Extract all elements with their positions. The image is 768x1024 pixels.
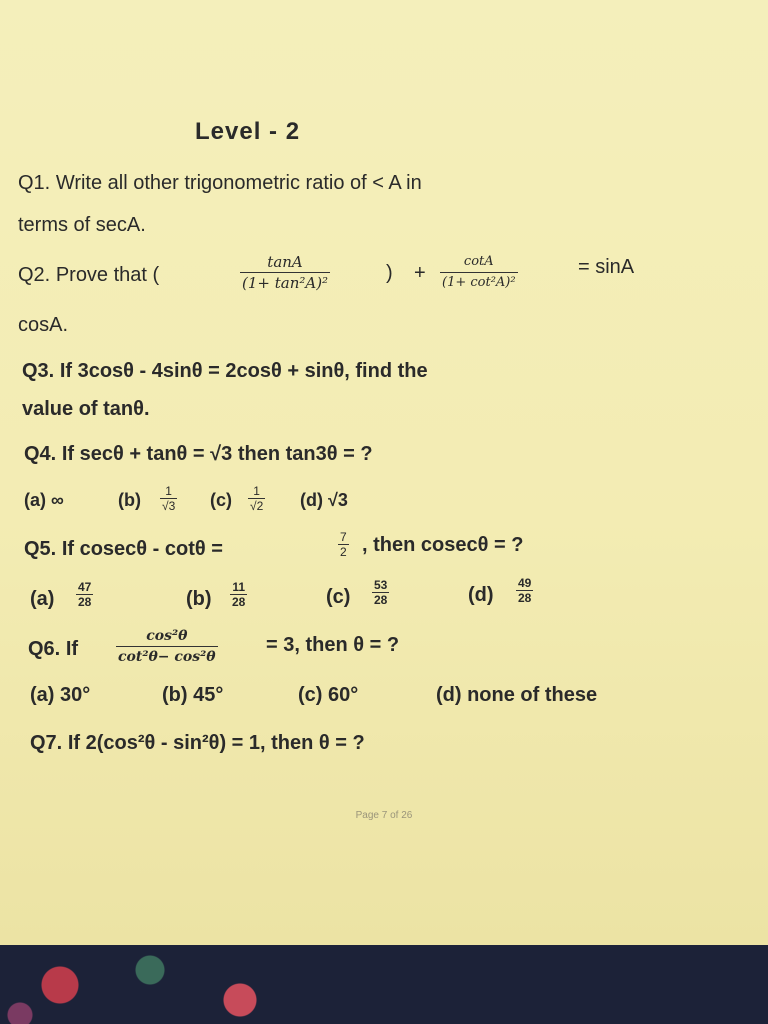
q6-text: If bbox=[65, 638, 79, 660]
q6-option-a: (a) 30° bbox=[30, 684, 91, 706]
q4-option-c-fraction bbox=[248, 484, 265, 513]
q4-text: If secθ + tanθ = √3 then tan3θ = ? bbox=[61, 443, 373, 465]
q2-close-paren: ) bbox=[386, 262, 393, 284]
q6-option-b: (b) 45° bbox=[162, 684, 224, 706]
q4-option-a: (a) ∞ bbox=[24, 490, 64, 510]
q2-frac2-denominator: (1+ cot²A)² bbox=[440, 272, 518, 293]
q5-option-c-label: (c) bbox=[326, 586, 351, 608]
q2-label: Q2. bbox=[18, 264, 51, 286]
q2-frac2-numerator: cotA bbox=[463, 254, 494, 269]
q6-text2: = 3, then θ = ? bbox=[266, 634, 400, 656]
q4-option-c-denominator: √2 bbox=[250, 499, 264, 513]
q4-option-b-label: (b) bbox=[118, 490, 141, 510]
q5-option-a-numerator: 47 bbox=[78, 580, 92, 594]
q2-rhs: = sinA bbox=[578, 256, 635, 278]
q5-option-c-denominator: 28 bbox=[374, 593, 388, 607]
background-fabric bbox=[0, 945, 768, 1024]
q5-option-d-fraction bbox=[516, 576, 533, 605]
q5-line1 bbox=[24, 538, 223, 561]
q6-label: Q6. bbox=[28, 638, 61, 660]
page-number: Page 7 of 26 bbox=[355, 810, 413, 821]
q2-line1 bbox=[18, 264, 159, 287]
q6-option-d: (d) none of these bbox=[436, 684, 598, 706]
q7-label: Q7. bbox=[30, 732, 63, 754]
q5-frac-denominator: 2 bbox=[340, 545, 347, 559]
q7-text: If 2(cos²θ - sin²θ) = 1, then θ = ? bbox=[67, 732, 365, 754]
q5-option-a-denominator: 28 bbox=[78, 595, 92, 609]
q5-option-d-denominator: 28 bbox=[518, 591, 532, 605]
q5-option-c-numerator: 53 bbox=[374, 578, 388, 592]
q5-option-d-label: (d) bbox=[468, 584, 494, 606]
q4-option-b-denominator: √3 bbox=[162, 499, 176, 513]
q2-plus: + bbox=[414, 262, 426, 284]
q2-frac1-denominator: (1+ tan²A)² bbox=[242, 274, 329, 292]
q6-frac-numerator: cos²θ bbox=[146, 628, 188, 644]
q4-option-b-numerator: 1 bbox=[165, 484, 172, 498]
q5-text2: , then cosecθ = ? bbox=[362, 534, 524, 556]
q3-text: If 3cosθ - 4sinθ = 2cosθ + sinθ, find the bbox=[59, 360, 428, 382]
q5-option-b-fraction bbox=[230, 580, 247, 609]
q3-label: Q3. bbox=[22, 360, 55, 382]
q5-option-c-fraction bbox=[372, 578, 389, 607]
q1-label: Q1. bbox=[18, 172, 51, 194]
q4-option-b-fraction bbox=[160, 484, 177, 513]
q4-label: Q4. bbox=[24, 443, 57, 465]
page-title: Level - 2 bbox=[195, 118, 301, 145]
q2-text: Prove that ( bbox=[55, 264, 160, 286]
q6-line1 bbox=[28, 638, 78, 661]
q2-frac1-numerator: tanA bbox=[267, 253, 303, 271]
q2-fraction-1 bbox=[240, 252, 330, 293]
q4-option-c-label: (c) bbox=[210, 490, 232, 510]
q5-label: Q5. bbox=[24, 538, 57, 560]
q4-option-d: (d) √3 bbox=[300, 490, 348, 510]
q6-frac-denominator: cot²θ− cos²θ bbox=[116, 646, 218, 667]
q4-line1 bbox=[24, 443, 373, 466]
q5-option-b-numerator: 11 bbox=[232, 580, 246, 594]
q3-line1 bbox=[22, 360, 428, 383]
q3-line2: value of tanθ. bbox=[22, 398, 150, 420]
q5-option-b-denominator: 28 bbox=[232, 595, 246, 609]
q2-fraction-2 bbox=[440, 252, 518, 293]
q4-option-c-numerator: 1 bbox=[253, 484, 260, 498]
q5-text: If cosecθ - cotθ = bbox=[61, 538, 223, 560]
q5-option-a-label: (a) bbox=[30, 588, 55, 610]
q1-line2: terms of secA. bbox=[18, 214, 146, 236]
q2-line2: cosA. bbox=[18, 314, 69, 336]
q5-option-d-numerator: 49 bbox=[518, 576, 532, 590]
q7-line1 bbox=[30, 732, 365, 755]
q6-fraction bbox=[116, 626, 218, 667]
q1-text: Write all other trigonometric ratio of < A in bbox=[55, 172, 422, 194]
q6-option-c: (c) 60° bbox=[298, 684, 359, 706]
q1-line1 bbox=[18, 172, 422, 195]
q5-option-b-label: (b) bbox=[186, 588, 212, 610]
q5-fraction bbox=[338, 530, 349, 559]
q5-frac-numerator: 7 bbox=[340, 530, 347, 544]
q5-option-a-fraction bbox=[76, 580, 93, 609]
